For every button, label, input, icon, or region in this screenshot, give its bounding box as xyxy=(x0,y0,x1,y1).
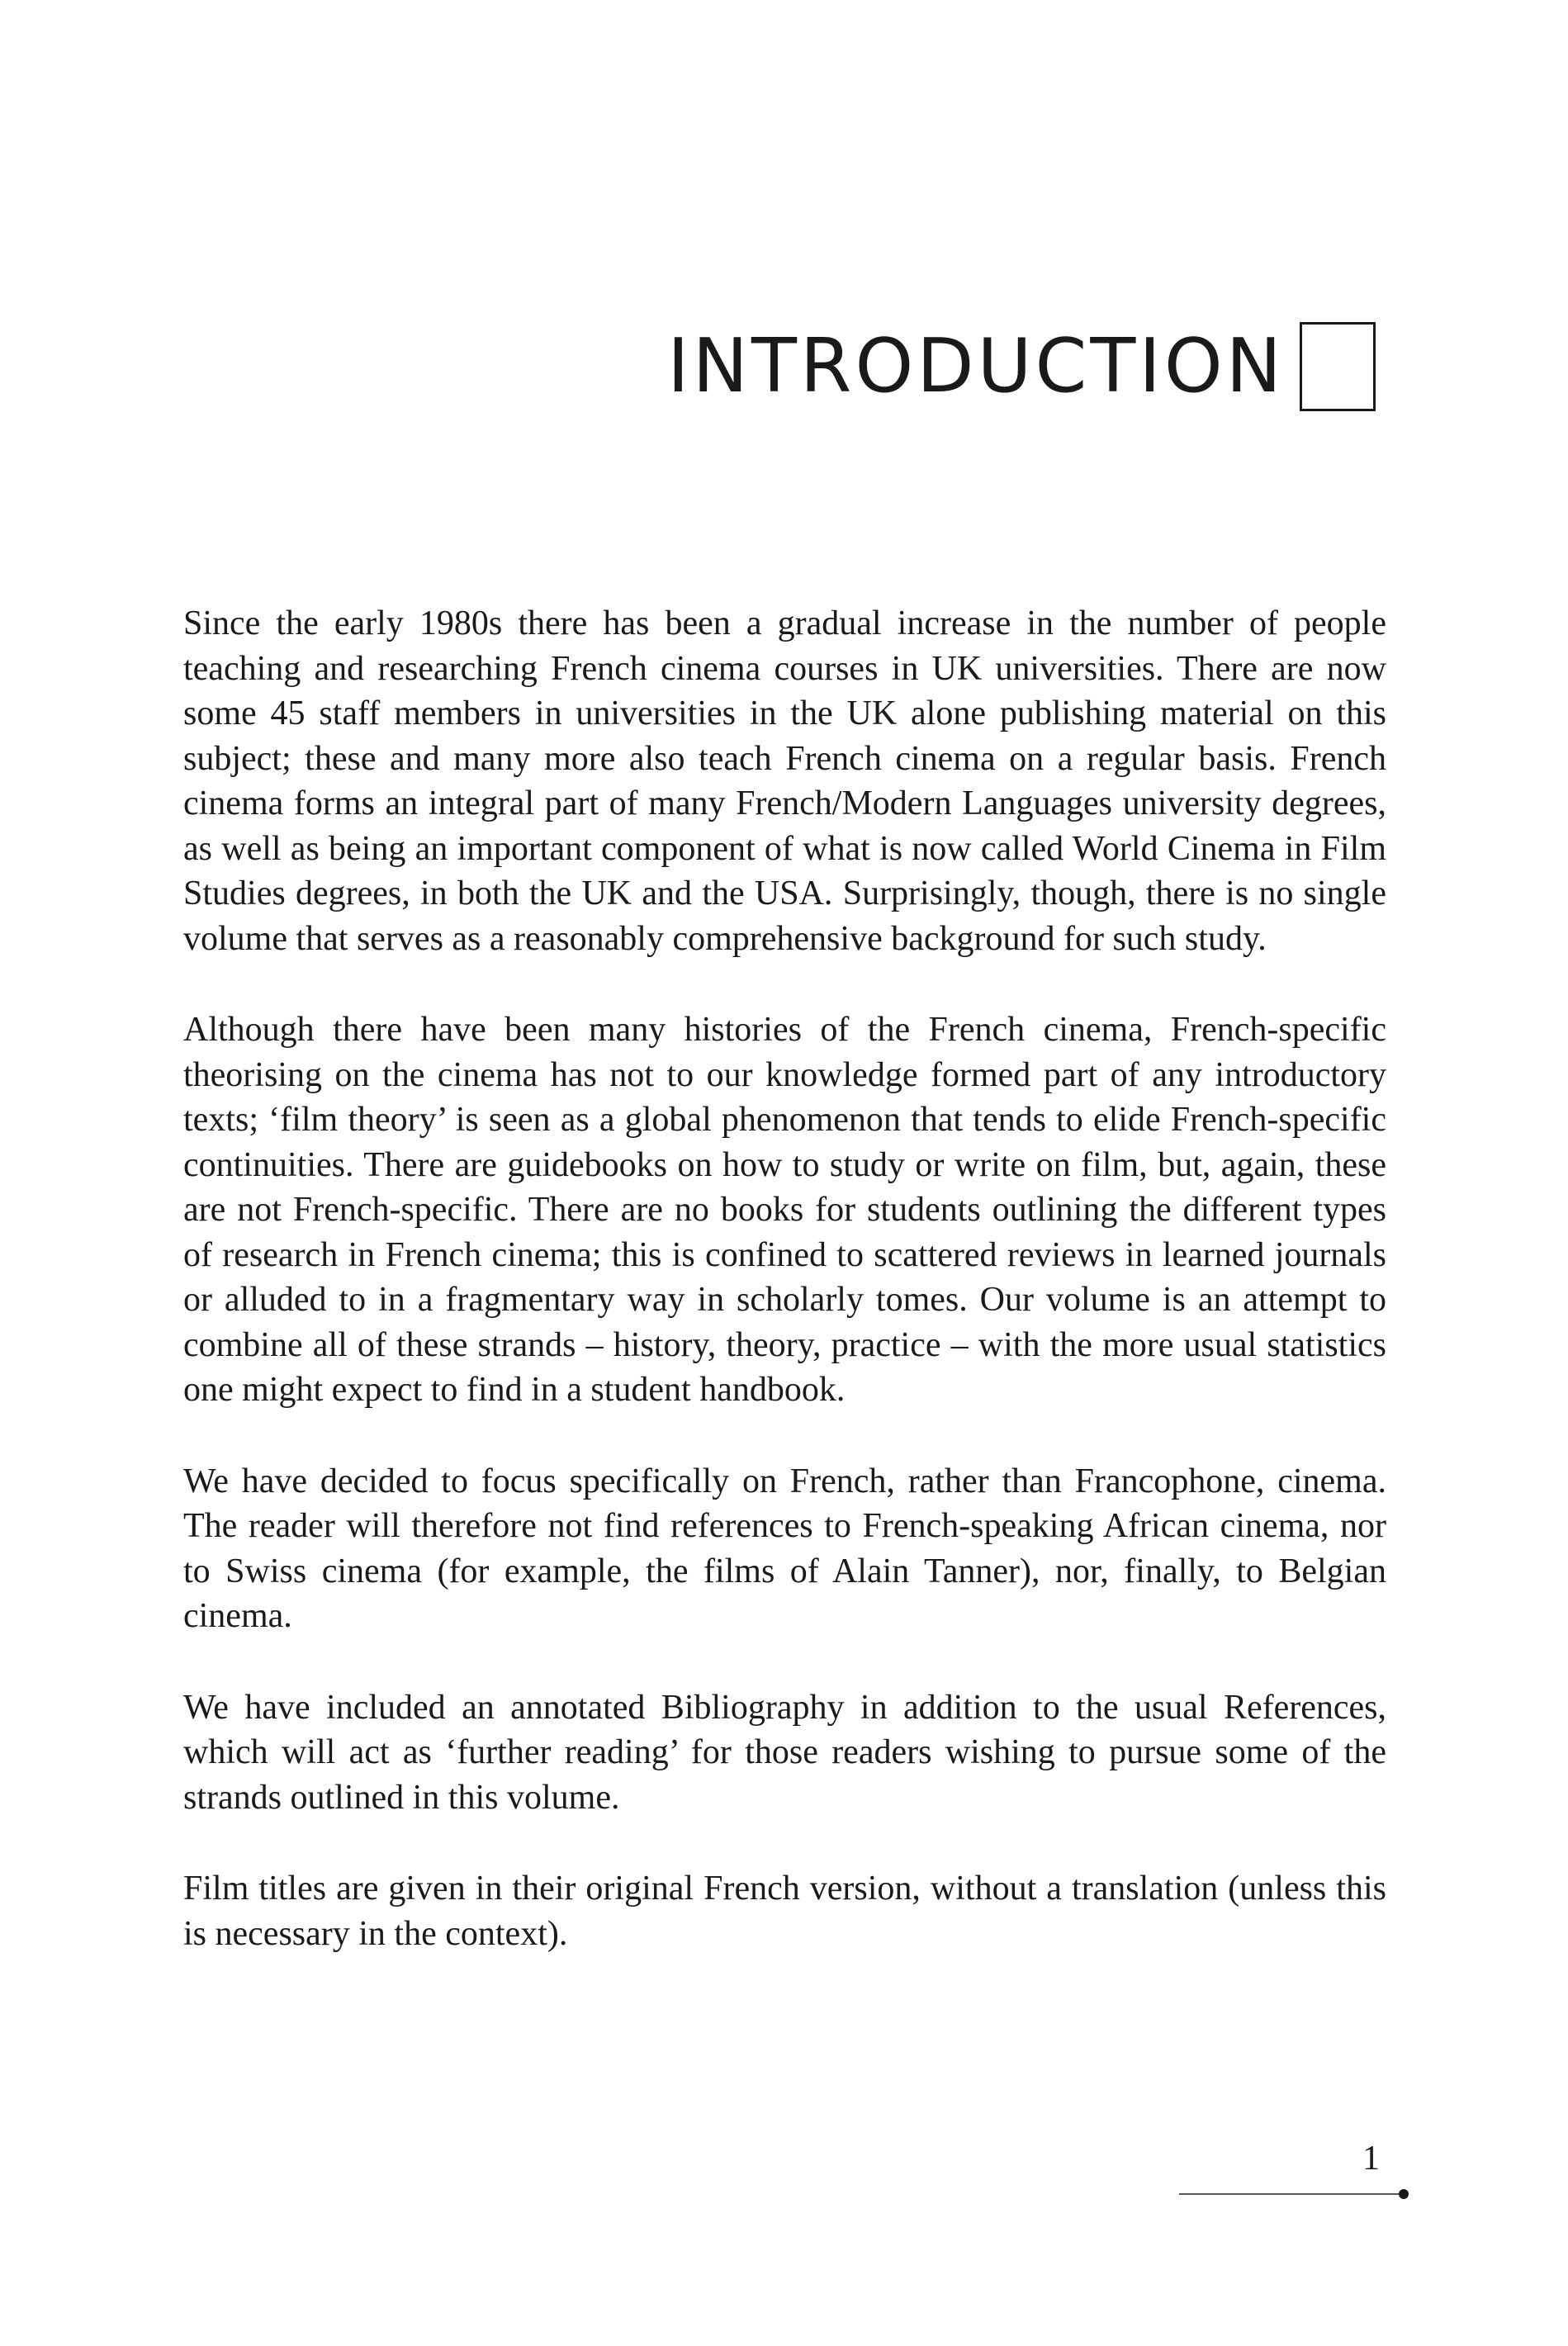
paragraph: Film titles are given in their original French version, without a translation (unless this is necessary in the context). xyxy=(183,1870,1386,1953)
chapter-heading xyxy=(667,322,1376,411)
footer-dot-ornament xyxy=(1399,2189,1409,2199)
paragraph: Although there have been many histories of the French cinema, French-specific theorising on the cinema has not to our knowledge formed part of any introductory texts; ‘film theory’ is seen as a global phenomenon that tends to elide French-specific continuities. There are guidebooks on how to study or write on film, but, again, these are not French-specific. There are no books for students outlining the different types of research in French cinema; this is confined to scattered reviews in learned journals or alluded to in a fragmentary way in scholarly tomes. Our volume is an attempt to combine all of these strands – history, theory, practice – with the more usual statistics one might expect to find in a student handbook. xyxy=(183,1011,1386,1409)
paragraph: We have decided to focus specifically on French, rather than Francophone, cinema. The reader will therefore not find references to French-speaking African cinema, nor to Swiss cinema (for example, the films of Alain Tanner), nor, finally, to Belgian cinema. xyxy=(183,1462,1386,1635)
chapter-box-ornament xyxy=(1300,322,1376,411)
page-number: 1 xyxy=(1362,2140,1380,2178)
paragraph: We have included an annotated Bibliography in addition to the usual References, which will act as ‘further reading’ for those readers wishing to pursue some of the strands outlined in this volume. xyxy=(183,1688,1386,1817)
paragraph: Since the early 1980s there has been a gradual increase in the number of people teaching and researching French cinema courses in UK universities. There are now some 45 staff members in universities in the UK alone publishing material on this subject; these and many more also teach French cinema on a regular basis. French cinema forms an integral part of many French/Modern Languages university degrees, as well as being an important component of what is now called World Cinema in Film Studies degrees, in both the UK and the USA. Surprisingly, though, there is no single volume that serves as a reasonably comprehensive background for such study. xyxy=(183,604,1386,958)
chapter-title: INTRODUCTION xyxy=(667,323,1285,410)
body-text xyxy=(183,601,1386,2002)
footer-rule xyxy=(1179,2193,1404,2195)
